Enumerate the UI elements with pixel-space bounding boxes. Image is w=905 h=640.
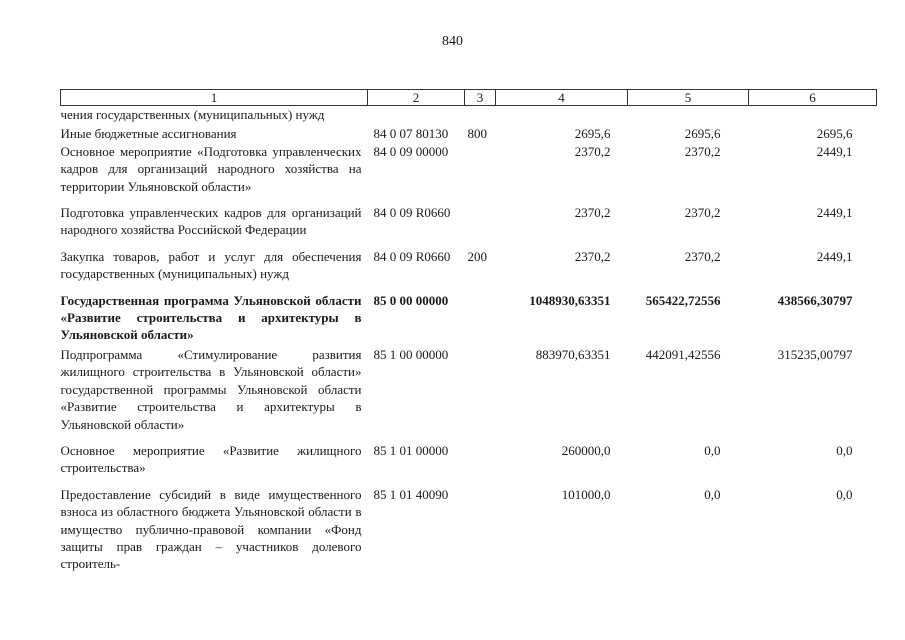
table-row <box>61 123 877 142</box>
table-row <box>61 106 877 124</box>
column-header: 3 <box>465 90 496 106</box>
row-expense-type <box>465 477 496 573</box>
row-value-col4: 2370,2 <box>574 143 611 159</box>
table-row <box>61 477 877 573</box>
row-expense-type: 800 <box>467 126 487 142</box>
row-code: 84 0 09 R0660 <box>373 248 451 264</box>
row-value-col6: 2449,1 <box>816 205 853 221</box>
column-header: 2 <box>368 90 465 106</box>
row-name: Основное мероприятие «Развитие жилищного строительства» <box>60 442 362 476</box>
table-row <box>61 433 877 477</box>
row-value-col5: 0,0 <box>704 486 721 502</box>
table-row <box>61 143 877 195</box>
row-value-col6: 2695,6 <box>816 126 853 142</box>
row-expense-type <box>465 283 496 344</box>
row-expense-type <box>465 106 496 124</box>
row-value-col6: 2449,1 <box>816 143 853 159</box>
row-expense-type <box>465 195 496 239</box>
row-value-col5: 2370,2 <box>684 248 721 264</box>
row-value-col4: 2370,2 <box>574 248 611 264</box>
row-expense-type <box>465 344 496 433</box>
table-header-row <box>61 90 877 106</box>
row-value-col6: 2449,1 <box>816 248 853 264</box>
table-row <box>61 195 877 239</box>
row-name: Государственная программа Ульяновской области «Развитие строительства и архитектуры в Ульяновской области» <box>60 292 362 343</box>
column-header: 4 <box>496 90 628 106</box>
row-value-col6 <box>749 106 877 124</box>
row-code: 85 1 00 00000 <box>373 346 449 362</box>
row-value-col5: 2370,2 <box>684 205 721 221</box>
table-row <box>61 239 877 283</box>
row-value-col4: 260000,0 <box>561 442 611 458</box>
row-value-col6: 315235,00797 <box>777 346 853 362</box>
row-name: Подпрограмма «Стимулирование развития жилищного строительства в Ульяновской области» государственной программы Ульяновской области «Развитие строительства и архитектуры в Ульяновской области» <box>60 346 362 432</box>
row-name: Подготовка управленческих кадров для организаций народного хозяйства Российской Федерации <box>60 205 362 238</box>
row-value-col4: 1048930,63351 <box>529 292 611 308</box>
row-code: 85 1 01 00000 <box>373 442 449 458</box>
row-code: 84 0 09 R0660 <box>373 205 451 221</box>
row-value-col5: 0,0 <box>704 442 721 458</box>
row-expense-type <box>465 433 496 477</box>
row-value-col5: 442091,42556 <box>645 346 721 362</box>
row-value-col4: 101000,0 <box>561 486 611 502</box>
table-row-program <box>61 283 877 344</box>
row-name: Закупка товаров, работ и услуг для обеспечения государственных (муниципальных) нужд <box>60 248 362 282</box>
row-expense-type: 200 <box>467 248 487 264</box>
row-code: 84 0 07 80130 <box>373 126 449 142</box>
row-code: 85 1 01 40090 <box>373 486 449 502</box>
row-name: Предоставление субсидий в виде имущественного взноса из областного бюджета Ульяновской области в имущество публично-правовой компании «Фонд защиты прав граждан – участников долевого строитель- <box>60 486 362 572</box>
row-value-col5: 2695,6 <box>684 126 721 142</box>
row-value-col6: 0,0 <box>836 486 853 502</box>
row-name: Иные бюджетные ассигнования <box>60 126 237 142</box>
row-value-col4: 2370,2 <box>574 205 611 221</box>
column-header: 1 <box>61 90 368 106</box>
column-header: 6 <box>749 90 877 106</box>
row-code <box>368 106 465 124</box>
row-code: 84 0 09 00000 <box>373 143 449 159</box>
row-code: 85 0 00 00000 <box>373 292 449 308</box>
row-value-col5: 2370,2 <box>684 143 721 159</box>
row-value-col4: 2695,6 <box>574 126 611 142</box>
row-value-col4: 883970,63351 <box>535 346 611 362</box>
row-value-col6: 0,0 <box>836 442 853 458</box>
row-value-col6: 438566,30797 <box>777 292 853 308</box>
table-row <box>61 344 877 433</box>
row-expense-type <box>465 143 496 195</box>
row-value-col5 <box>628 106 749 124</box>
page-number: 840 <box>442 34 463 49</box>
row-value-col5: 565422,72556 <box>645 292 721 308</box>
row-value-col4 <box>496 106 628 124</box>
row-name: Основное мероприятие «Подготовка управленческих кадров для организаций народного хозяйства на территории Ульяновской области» <box>60 143 362 194</box>
budget-table <box>60 89 877 573</box>
column-header: 5 <box>628 90 749 106</box>
row-name: чения государственных (муниципальных) нужд <box>60 107 325 122</box>
